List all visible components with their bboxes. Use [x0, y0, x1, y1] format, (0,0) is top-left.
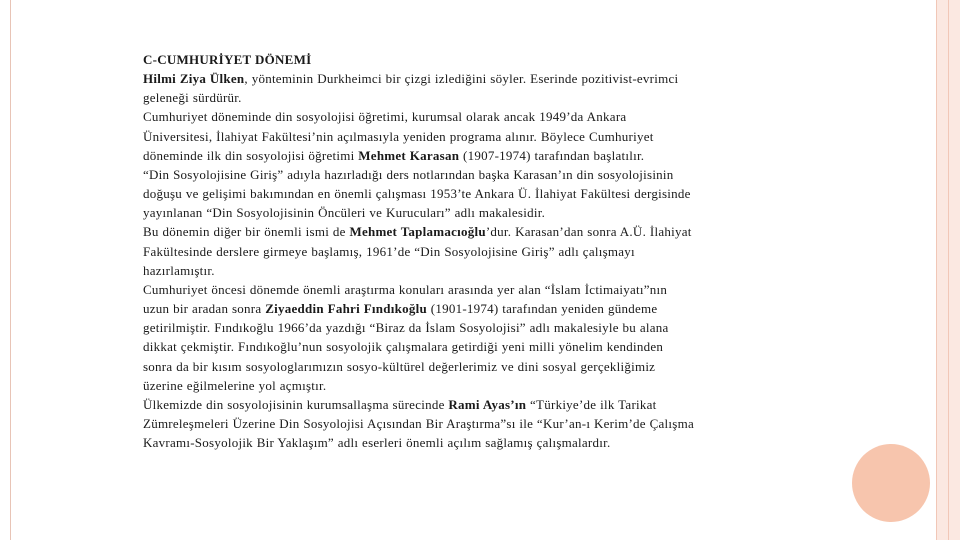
text-line: üzerine eğilmelerine yol açmıştır.: [143, 377, 327, 393]
text-line: Ülkemizde din sosyolojisinin kurumsallaşma sürecinde Rami Ayas’ın “Türkiye’de ilk Tarikat: [143, 396, 657, 412]
text-line: Zümreleşmeleri Üzerine Din Sosyolojisi Açısından Bir Araştırma”sı ile “Kur’an-ı Kerim’de Çalışma: [143, 415, 694, 431]
corner-decor-circle: [852, 444, 930, 522]
text-line: Üniversitesi, İlahiyat Fakültesi’nin açılmasıyla yeniden programa alınır. Böylece Cumhuriyet: [143, 128, 654, 144]
text-line: “Din Sosyolojisine Giriş” adıyla hazırladığı ders notlarından başka Karasan’ın din sosyolojisinin: [143, 166, 674, 182]
right-decor-rule: [948, 0, 949, 540]
text-line: hazırlamıştır.: [143, 262, 215, 278]
text-line: sonra da bir kısım sosyologlarımızın sosyo-kültürel değerlerimiz ve dini sosyal gerçekliğimiz: [143, 358, 656, 374]
text-line: döneminde ilk din sosyolojisi öğretimi Mehmet Karasan (1907-1974) tarafından başlatılır.: [143, 147, 645, 163]
text-line: Hilmi Ziya Ülken, yönteminin Durkheimci bir çizgi izlediğini söyler. Eserinde pozitivist-evrimci: [143, 71, 679, 87]
text-line: Bu dönemin diğer bir önemli ismi de Mehmet Taplamacıoğlu’dur. Karasan’dan sonra A.Ü. İlahiyat: [143, 224, 692, 240]
text-line: Cumhuriyet öncesi dönemde önemli araştırma konuları arasında yer alan “İslam İctimaiyatı”nın: [143, 281, 668, 297]
text-line: dikkat çekmiştir. Fındıkoğlu’nun sosyolojik çalışmalara getirdiği yeni milli yönelim kendinden: [143, 339, 664, 355]
text-line: geleneği sürdürür.: [143, 90, 242, 106]
text-line: Fakültesinde derslere girmeye başlamış, 1961’de “Din Sosyolojisine Giriş” adlı çalışmayı: [143, 243, 635, 259]
left-margin-rule: [10, 0, 11, 540]
right-decor-rule: [936, 0, 937, 540]
text-line: getirilmiştir. Fındıkoğlu 1966’da yazdığı “Biraz da İslam Sosyolojisi” adlı makalesiyle bu alana: [143, 320, 669, 336]
slide-body-text: [143, 50, 803, 452]
heading-line: C-CUMHURİYET DÖNEMİ: [143, 52, 312, 67]
text-line: doğuşu ve gelişimi bakımından en önemli çalışması 1953’te Ankara Ü. İlahiyat Fakültesi dergisinde: [143, 186, 691, 202]
text-line: uzun bir aradan sonra Ziyaeddin Fahri Fındıkoğlu (1901-1974) tarafından yeniden gündeme: [143, 301, 658, 317]
text-line: yayınlanan “Din Sosyolojisinin Öncüleri ve Kurucuları” adlı makalesidir.: [143, 205, 546, 221]
text-line: Kavramı-Sosyolojik Bir Yaklaşım” adlı eserleri önemli açılım sağlamış çalışmalardır.: [143, 435, 611, 451]
text-line: Cumhuriyet döneminde din sosyolojisi öğretimi, kurumsal olarak ancak 1949’da Ankara: [143, 109, 627, 125]
